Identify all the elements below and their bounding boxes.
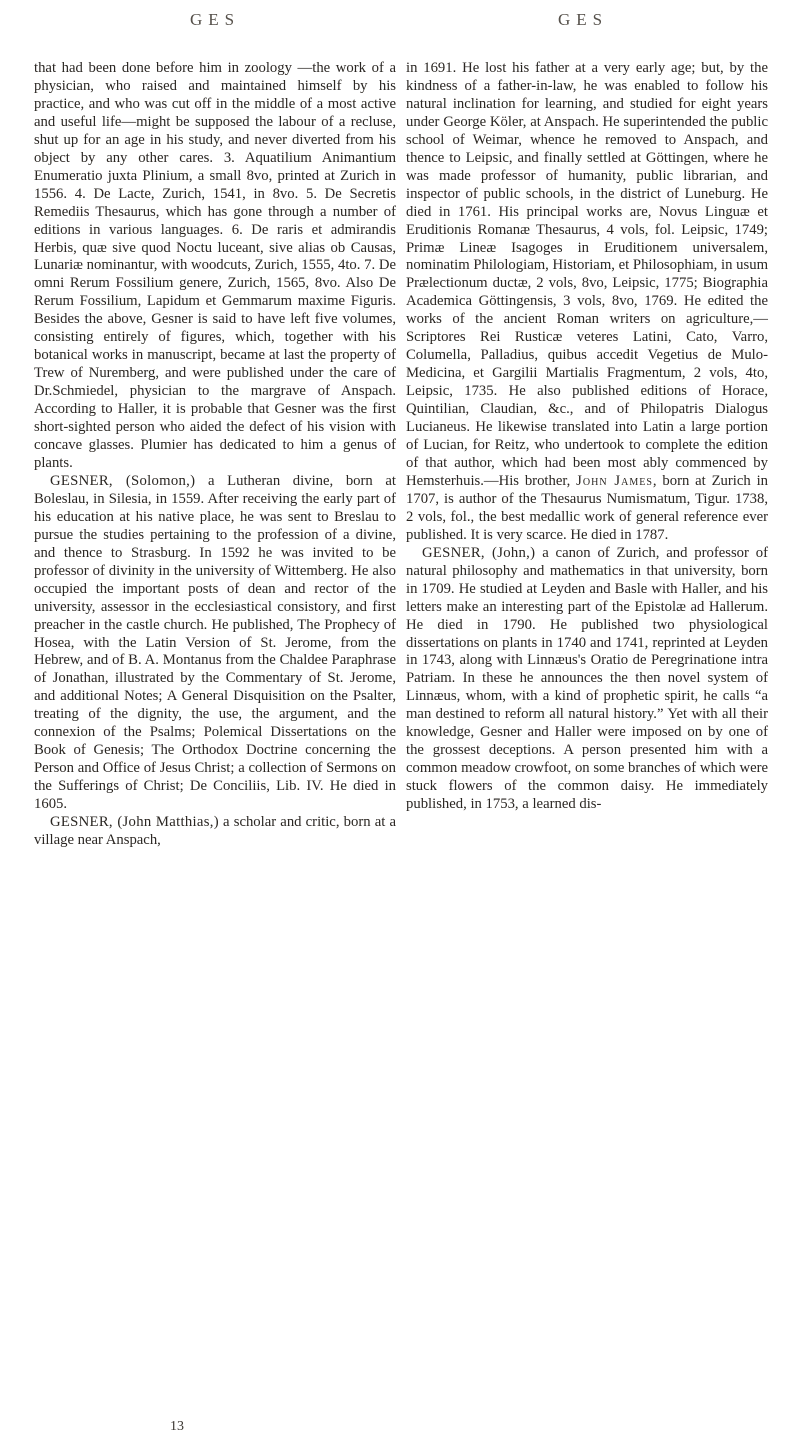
entry-john-gesner	[406, 545, 768, 814]
entry-john-matthias-gesner	[34, 814, 396, 850]
entry-text: a scholar and critic, born at a village near Anspach,	[34, 814, 396, 848]
smallcaps-name: John James	[576, 472, 653, 489]
paragraph-john-matthias-continued	[406, 60, 768, 545]
entry-headword: GESNER, (John,)	[422, 544, 536, 561]
running-head-right: GES	[558, 10, 609, 29]
paragraph-text: that had been done before him in zoology —the work of a physician, who raised and maintained himself by his practice, and who was cut off in the middle of a most active and useful life—might be supposed the labour of a recluse, shut up for an age in his study, and never diverted from his object by any other cares. 3. Aquatilium Animantium Enumeratio juxta Plinium, a small 8vo, printed at Zurich in 1556. 4. De Lacte, Zurich, 1541, in 8vo. 5. De Secretis Remediis Thesaurus, which has gone through a number of editions in various languages. 6. De raris et admirandis Herbis, quæ sive quod Noctu luceant, sive alias ob Causas, Lunariæ nominantur, with woodcuts, Zurich, 1555, 4to. 7. De omni Rerum Fossilium genere, Zurich, 1565, 8vo. Also De Rerum Fossilium, Lapidum et Gemmarum maxime Figuris. Besides the above, Gesner is said to have left five volumes, consisting entirely of figures, which, together with his botanical works in manuscript, became at last the property of Trew of Nuremberg, and were published under the care of Dr.Schmiedel, physician to the margrave of Anspach. According to Haller, it is probable that Gesner was the first short-sighted person who aided the defect of his vision with concave glasses. Plumier has dedicated to him a genus of plants.	[34, 60, 396, 471]
paragraph-conrad-continued	[34, 60, 396, 473]
entry-headword: GESNER, (Solomon,)	[50, 472, 196, 489]
entry-solomon-gesner	[34, 473, 396, 814]
running-head-left: GES	[190, 10, 241, 29]
paragraph-text: in 1691. He lost his father at a very early age; but, by the kindness of a father-in-law, he was enabled to follow his natural inclination for learning, and studied for eight years under George Köler, at Anspach. He superintended the public school of Weimar, whence he removed to Anspach, and thence to Leipsic, and finally settled at Göttingen, where he was made professor of humanity, public librarian, and inspector of public schools, in the district of Luneburg. He died in 1761. His principal works are, Novus Linguæ et Eruditionis Romanæ Thesaurus, 4 vols, fol. Leipsic, 1749; Primæ Lineæ Isagoges in Eruditionem universalem, nominatim Philologiam, Historiam, et Philosophiam, in usum Prælectionum ductæ, 2 vols, 8vo, Leipsic, 1775; Biographia Academica Göttingensis, 3 vols, 8vo, 1769. He edited the works of the ancient Roman writers on agriculture,—Scriptores Rei Rusticæ veteres Latini, Cato, Varro, Columella, Palladius, quibus accedit Vegetius de Mulo-Medicina, et Gargilii Martialis Fragmentum, 2 vols, 4to, Leipsic, 1735. He also published editions of Horace, Quintilian, Claudian, &c., and of Philopatris Dialogus Lucianeus. He likewise translated into Latin a large portion of Lucian, for Reitz, who undertook to complete the edition of that author, which had been most ably commenced by Hemsterhuis.—His brother,	[406, 60, 768, 489]
right-column	[406, 60, 768, 814]
running-head	[0, 10, 800, 34]
paragraph-text-tail: , born at Zurich in 1707, is author of the Thesaurus Numismatum, Tigur. 1738, 2 vols, fol., the best medallic work of general reference ever published. It is very scarce. He died in 1787.	[406, 472, 768, 543]
page-number: 13	[170, 1419, 184, 1434]
entry-text: a Lutheran divine, born at Boleslau, in Silesia, in 1559. After receiving the early part of his education at his native place, he was sent to Breslau to pursue the studies pertaining to the profession of a divine, and thence to Strasburg. In 1592 he was invited to be professor of divinity in the university of Wittemberg. He also occupied the important posts of dean and rector of the university, assessor in the ecclesiastical consistory, and first preacher in the castle church. He published, The Prophecy of Hosea, with the Latin Version of St. Jerome, from the Hebrew, and of B. A. Montanus from the Chaldee Paraphrase of Jonathan, illustrated by the Commentary of St. Jerome, and additional Notes; A General Disquisition on the Psalter, treating of the dignity, the use, the argument, and the connexion of the Psalms; Polemical Dissertations on the Book of Genesis; The Orthodox Doctrine concerning the Person and Office of Jesus Christ; a collection of Sermons on the Sufferings of Christ; De Conciliis, Lib. IV. He died in 1605.	[34, 472, 396, 813]
entry-headword: GESNER, (John Matthias,)	[50, 814, 219, 831]
left-column	[34, 60, 396, 850]
entry-text: a canon of Zurich, and professor of natural philosophy and mathematics in that university, born in 1709. He studied at Leyden and Basle with Haller, and his letters make an interesting part of the Epistolæ ad Hallerum. He died in 1790. He published two physiological dissertations on plants in 1740 and 1741, reprinted at Leyden in 1743, along with Linnæus's Oratio de Peregrinatione intra Patriam. In these he announces the then novel system of Linnæus, whom, with a kind of prophetic spirit, he calls “a man destined to reform all natural history.” Yet with all their knowledge, Gesner and Haller were imposed on by one of the grossest deceptions. A person presented him with a common meadow crowfoot, on some branches of which were stuck flowers of the common daisy. He immediately published, in 1753, a learned dis-	[406, 544, 768, 813]
